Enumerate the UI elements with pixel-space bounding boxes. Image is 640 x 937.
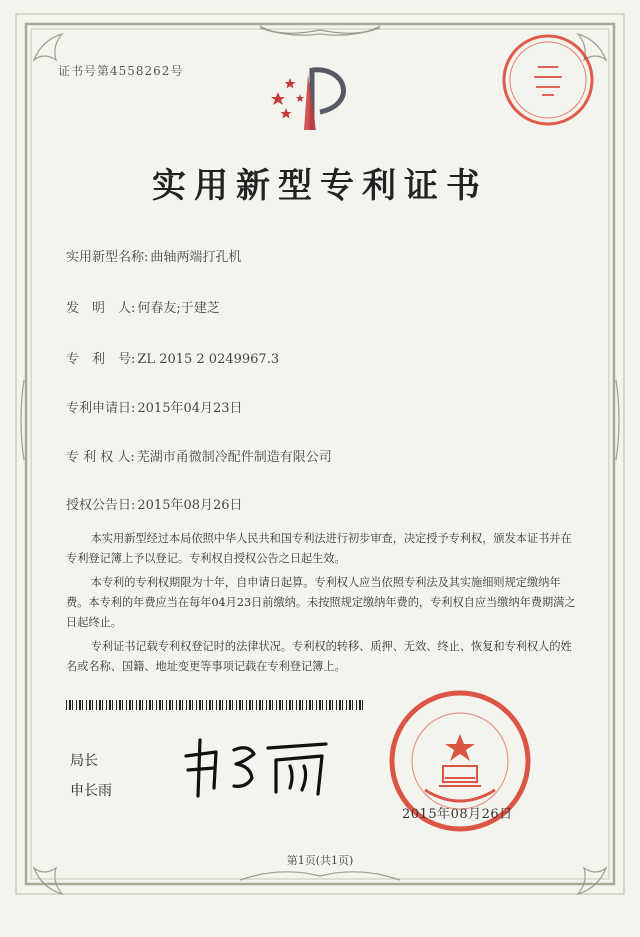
- field-value: 何春友;于建芝: [137, 301, 220, 316]
- field-value: 2015年04月23日: [137, 401, 243, 416]
- field-patent-number: [66, 348, 279, 367]
- seal-date: 2015年08月26日: [402, 807, 513, 822]
- field-value: 芜湖市甬微制冷配件制造有限公司: [136, 450, 332, 465]
- certificate-number: 证书号第4558262号: [58, 64, 184, 78]
- patent-office-logo: [268, 64, 358, 134]
- field-label: 专利申请日:: [66, 401, 136, 416]
- body-paragraph: 本实用新型经过本局依照中华人民共和国专利法进行初步审查，决定授予专利权，颁发本证书并在专利登记簿上予以登记。专利权自授权公告之日起生效。: [66, 532, 572, 565]
- field-application-date: [66, 397, 243, 416]
- field-patentee: [66, 446, 332, 465]
- field-inventor: [66, 297, 220, 316]
- field-label: 授权公告日:: [66, 498, 136, 513]
- agency-stamp: [498, 30, 598, 130]
- body-paragraph: 专利证书记载专利权登记时的法律状况。专利权的转移、质押、无效、终止、恢复和专利权人的姓名或名称、国籍、地址变更等事项记载在专利登记簿上。: [66, 640, 572, 673]
- field-utility-model-name: [66, 246, 241, 265]
- director-title: 局长: [70, 753, 98, 769]
- field-label: 实用新型名称:: [66, 250, 149, 265]
- field-label: 专 利 号:: [66, 352, 136, 367]
- director-block: [70, 746, 112, 806]
- certificate-body: [66, 529, 580, 677]
- director-signature: [176, 726, 336, 806]
- body-paragraph: 本专利的专利权期限为十年，自申请日起算。专利权人应当依照专利法及其实施细则规定缴纳年费。本专利的年费应当在每年04月23日前缴纳。未按照规定缴纳年费的，专利权自应当缴纳年费期满之日起终止。: [66, 576, 576, 629]
- barcode: [66, 700, 366, 710]
- director-name: 申长雨: [70, 783, 112, 799]
- field-value: 曲轴两端打孔机: [150, 250, 242, 265]
- field-label: 专 利 权 人:: [66, 450, 135, 465]
- field-grant-date: [66, 494, 243, 513]
- field-value: 2015年08月26日: [137, 498, 243, 513]
- field-value: ZL 2015 2 0249967.3: [137, 352, 280, 367]
- page-number: 第1页(共1页): [286, 854, 354, 867]
- page-title: 实用新型专利证书: [152, 166, 488, 206]
- field-label: 发 明 人:: [66, 301, 136, 316]
